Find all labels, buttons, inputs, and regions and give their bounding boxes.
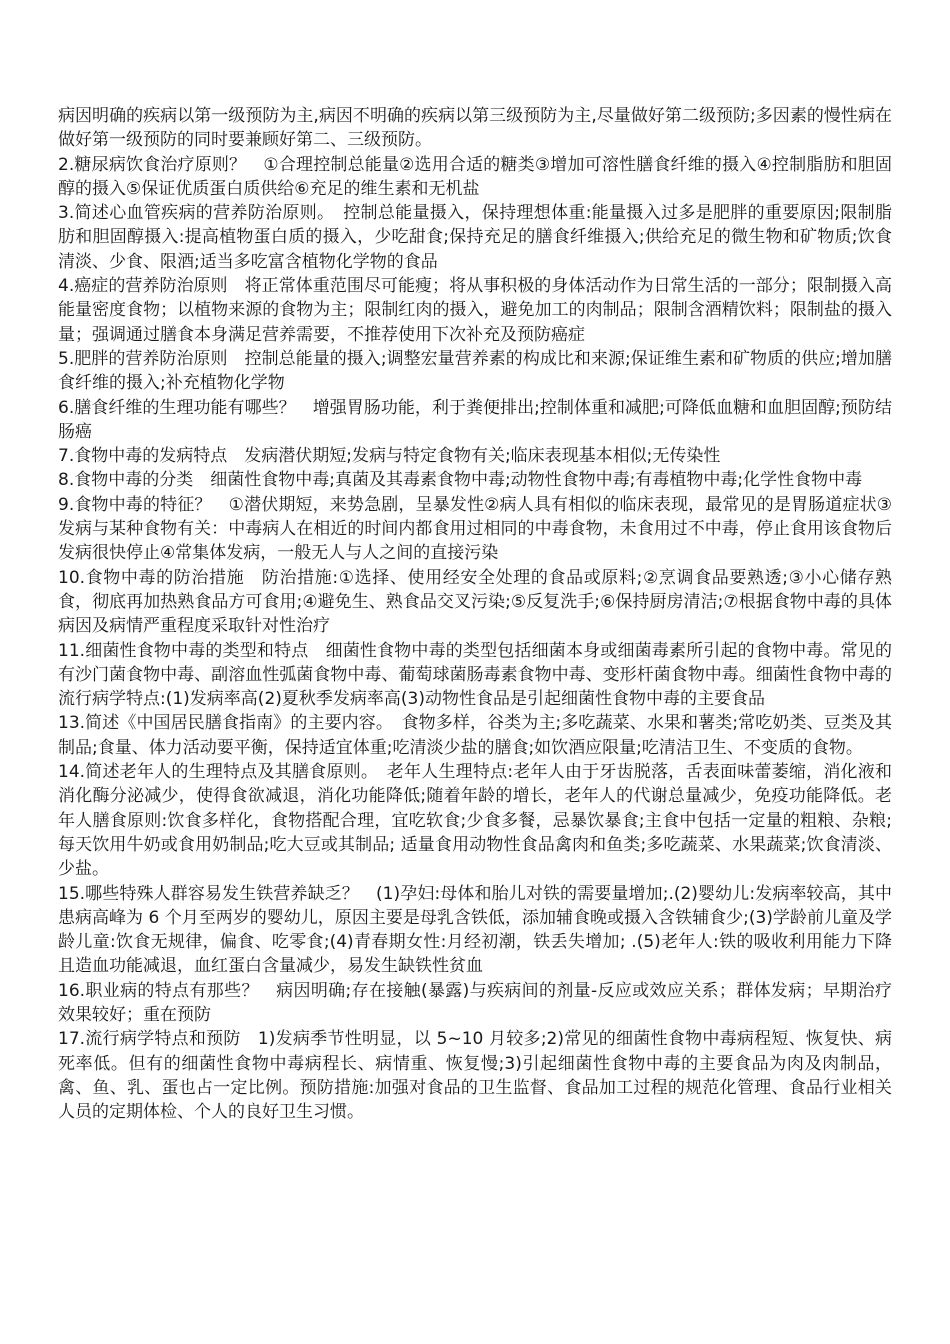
paragraph-q17-epidemiology: 17.流行病学特点和预防 1)发病季节性明显，以 5~10 月较多;2)常见的细菌性食物中毒病程短、恢复快、病死率低。但有的细菌性食物中毒病程长、病情重、恢复慢;3)引起细菌性食物中毒的主要食品为肉及肉制品，禽、鱼、乳、蛋也占一定比例。预防措施:加强对食品的卫生监督、食品加工过程的规范化管理、食品行业相关人员的定期体检、个人的良好卫生习惯。 <box>58 1029 892 1123</box>
paragraph-q11-bacterial-poisoning: 11.细菌性食物中毒的类型和特点 细菌性食物中毒的类型包括细菌本身或细菌毒素所引起的食物中毒。常见的有沙门菌食物中毒、副溶血性弧菌食物中毒、葡萄球菌肠毒素食物中毒、变形杆菌食物中毒。细菌性食物中毒的流行病学特点:(1)发病率高(2)夏秋季发病率高(3)动物性食品是引起细菌性食物中毒的主要食品 <box>58 640 892 710</box>
paragraph-q14-elderly: 14.简述老年人的生理特点及其膳食原则。 老年人生理特点:老年人由于牙齿脱落，舌表面味蕾萎缩，消化液和消化酶分泌减少，使得食欲减退，消化功能降低;随着年龄的增长，老年人的代谢总量减少，免疫功能降低。老年人膳食原则:饮食多样化，食物搭配合理，宜吃软食;少食多餐，忌暴饮暴食;主食中包括一定量的粗粮、杂粮;每天饮用牛奶或食用奶制品;吃大豆或其制品; 适量食用动物性食品禽肉和鱼类;多吃蔬菜、水果蔬菜;饮食清淡、少盐。 <box>58 762 892 880</box>
paragraph-q3-cardiovascular: 3.简述心血管疾病的营养防治原则。 控制总能量摄入，保持理想体重:能量摄入过多是肥胖的重要原因;限制脂肪和胆固醇摄入:提高植物蛋白质的摄入，少吃甜食;保持充足的膳食纤维摄入;供给充足的微生物和矿物质;饮食清淡、少食、限酒;适当多吃富含植物化学物的食品 <box>58 203 892 272</box>
paragraph-q10-food-poisoning-prevention: 10.食物中毒的防治措施 防治措施:①选择、使用经安全处理的食品或原料;②烹调食品要熟透;③小心储存熟食，彻底再加热熟食品方可食用;④避免生、熟食品交叉污染;⑤反复洗手;⑥保持厨房清洁;⑦根据食物中毒的具体病因及病情严重程度采取针对性治疗 <box>58 567 892 637</box>
paragraph-q16-occupational-disease: 16.职业病的特点有那些？ 病因明确;存在接触(暴露)与疾病间的剂量-反应或效应关系；群体发病；早期治疗效果较好；重在预防 <box>58 980 892 1025</box>
paragraph-q9-food-poisoning-features: 9.食物中毒的特征？ ①潜伏期短，来势急剧，呈暴发性②病人具有相似的临床表现，最常见的是胃肠道症状③发病与某种食物有关：中毒病人在相近的时间内都食用过相同的中毒食物，未食用过不中毒，停止食用该食物后发病很快停止④常集体发病，一般无人与人之间的直接污染 <box>58 494 892 564</box>
paragraph-q8-food-poisoning-types: 8.食物中毒的分类 细菌性食物中毒;真菌及其毒素食物中毒;动物性食物中毒;有毒植物中毒;化学性食物中毒 <box>58 470 863 491</box>
paragraph-q13-dietary-guidelines: 13.简述《中国居民膳食指南》的主要内容。 食物多样，谷类为主;多吃蔬菜、水果和薯类;常吃奶类、豆类及其制品;食量、体力活动要平衡，保持适宜体重;吃清淡少盐的膳食;如饮酒应限量;吃清洁卫生、不变质的食物。 <box>58 713 892 758</box>
paragraph-q15-iron-deficiency: 15.哪些特殊人群容易发生铁营养缺乏？ (1)孕妇:母体和胎儿对铁的需要量增加;.(2)婴幼儿:发病率较高，其中患病高峰为 6 个月至两岁的婴幼儿，原因主要是母乳含铁低，添加辅食晚或摄入含铁辅食少;(3)学龄前儿童及学龄儿童:饮食无规律，偏食、吃零食;(4)青春期女性:月经初潮，铁丢失增加; .(5)老年人:铁的吸收利用能力下降且造血功能减退，血红蛋白含量减少，易发生缺铁性贫血 <box>58 883 892 977</box>
paragraph-q7-food-poisoning-onset: 7.食物中毒的发病特点 发病潜伏期短;发病与特定食物有关;临床表现基本相似;无传染性 <box>58 446 721 467</box>
paragraph-q6-dietary-fiber: 6.膳食纤维的生理功能有哪些？ 增强胃肠功能，利于粪便排出;控制体重和减肥;可降低血糖和血胆固醇;预防结肠癌 <box>58 397 892 442</box>
paragraph-q5-obesity: 5.肥胖的营养防治原则 控制总能量的摄入;调整宏量营养素的构成比和来源;保证维生素和矿物质的供应;增加膳食纤维的摄入;补充植物化学物 <box>58 348 892 394</box>
paragraph-prevention-levels: 病因明确的疾病以第一级预防为主,病因不明确的疾病以第三级预防为主,尽量做好第二级预防;多因素的慢性病在做好第一级预防的同时要兼顾好第二、三级预防。 <box>58 106 892 151</box>
paragraph-q2-diabetes-diet: 2.糖尿病饮食治疗原则？ ①合理控制总能量②选用合适的糖类③增加可溶性膳食纤维的摄入④控制脂肪和胆固醇的摄入⑤保证优质蛋白质供给⑥充足的维生素和无机盐 <box>58 154 892 199</box>
paragraph-q4-cancer: 4.癌症的营养防治原则 将正常体重范围尽可能瘦；将从事积极的身体活动作为日常生活的一部分；限制摄入高能量密度食物；以植物来源的食物为主；限制红肉的摄入，避免加工的肉制品；限制含酒精饮料；限制盐的摄入量；强调通过膳食本身满足营养需要，不推荐使用下次补充及预防癌症 <box>58 276 892 345</box>
document-page <box>58 104 892 1124</box>
